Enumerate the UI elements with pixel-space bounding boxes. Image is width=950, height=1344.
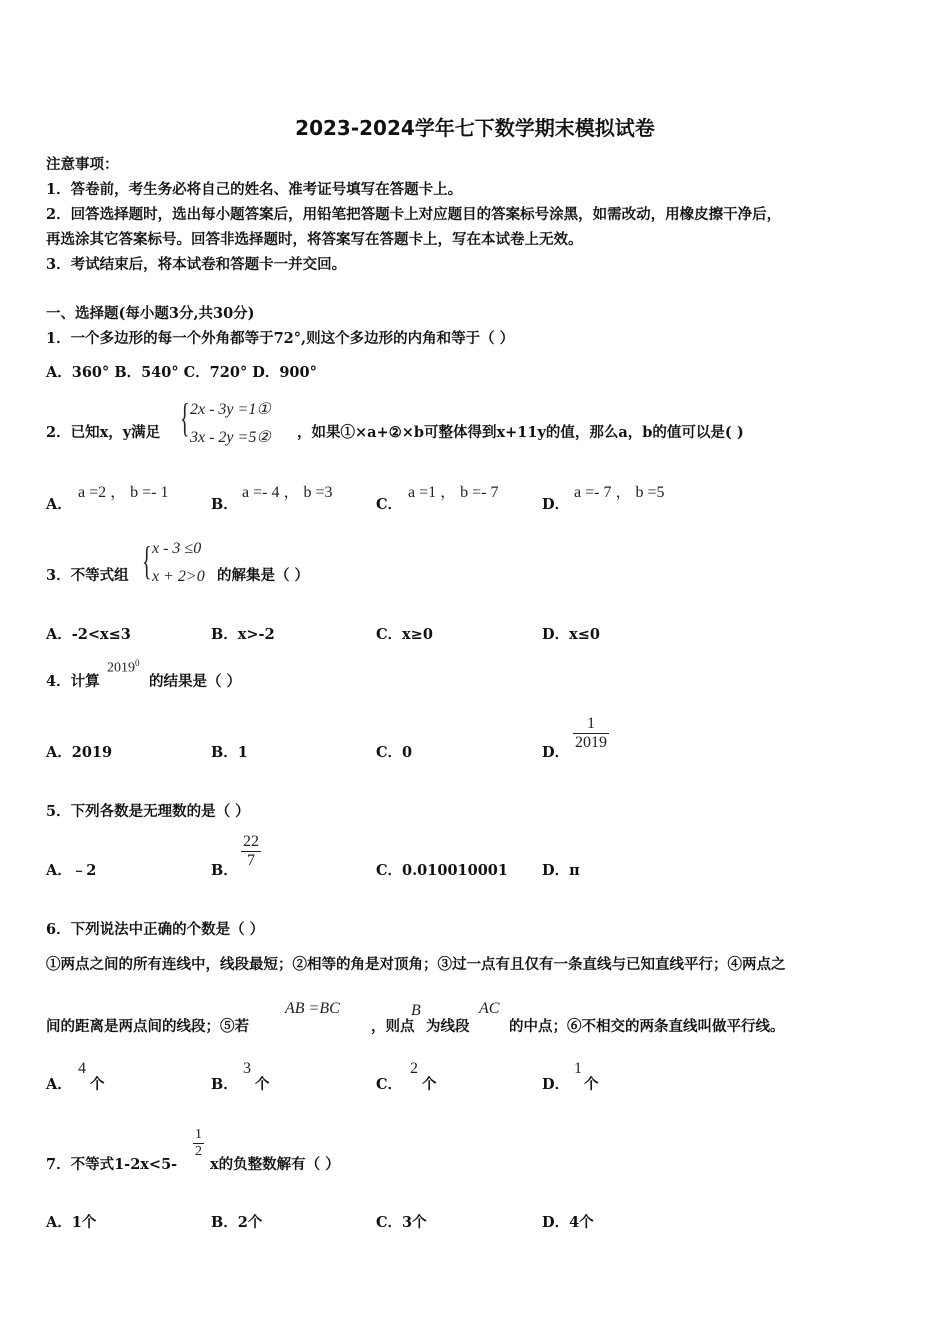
q3-ineq1: x - 3 ≤0 xyxy=(152,540,202,557)
q6-segment: AC xyxy=(479,1000,500,1017)
q5-option-b-fraction: $\frac{22}{7}$ xyxy=(243,833,259,869)
q6-unit-b: 个 xyxy=(255,1076,270,1093)
q3-stem-post: 的解集是（ ） xyxy=(217,567,310,584)
q2-label-a: A． xyxy=(46,496,72,513)
q2-stem-pre: 2．已知x，y满足 xyxy=(46,424,161,441)
q6-unit-d: 个 xyxy=(584,1076,599,1093)
q7-stem-post: x的负整数解有（ ） xyxy=(210,1156,340,1173)
q5-option-d: D．π xyxy=(542,862,580,879)
q6-num-c: 2 xyxy=(410,1060,418,1077)
q6-line2-a: 间的距离是两点间的线段；⑤若 xyxy=(46,1018,249,1035)
q6-line2-d: 的中点；⑥不相交的两条直线叫做平行线。 xyxy=(509,1018,785,1035)
q4-option-d: D． xyxy=(542,744,570,761)
q6-label-d: D． xyxy=(542,1076,570,1093)
q3-ineq2: x + 2>0 xyxy=(152,568,205,585)
q7-option-c: C．3个 xyxy=(376,1214,427,1231)
q5-option-a: A．﹣2 xyxy=(46,862,97,879)
q6-label-c: C． xyxy=(376,1076,403,1093)
q6-unit-c: 个 xyxy=(422,1076,437,1093)
q6-unit-a: 个 xyxy=(90,1076,105,1093)
note-item-1: 1．答卷前，考生务必将自己的姓名、准考证号填写在答题卡上。 xyxy=(46,181,463,198)
q6-line1: ①两点之间的所有连线中，线段最短；②相等的角是对顶角；③过一点有且仅有一条直线与已知直线平行；④两点之 xyxy=(46,956,786,973)
q7-fraction: $\frac{1}{2}$ xyxy=(195,1127,202,1159)
notes-heading: 注意事项： xyxy=(46,156,119,173)
q4-option-d-fraction: $\frac{1}{2019}$ xyxy=(575,715,607,751)
q4-expression: 2019$^0$ xyxy=(107,658,140,676)
q1-options: A．360° B．540° C．720° D．900° xyxy=(46,364,317,381)
q6-line2-c: 为线段 xyxy=(426,1018,470,1035)
q2-label-c: C． xyxy=(376,496,403,513)
q4-stem-pre: 4．计算 xyxy=(46,673,100,690)
q6-line2-b: ，则点 xyxy=(371,1018,415,1035)
q7-option-d: D．4个 xyxy=(542,1214,594,1231)
q6-equation: AB =BC xyxy=(285,1000,340,1017)
q3-stem-pre: 3．不等式组 xyxy=(46,567,129,584)
q7-option-a: A．1个 xyxy=(46,1214,97,1231)
q6-stem: 6．下列说法中正确的个数是（ ） xyxy=(46,921,265,938)
q4-option-b: B．1 xyxy=(211,744,248,761)
page-title: 2023-2024学年七下数学期末模拟试卷 xyxy=(295,116,655,140)
q6-label-b: B． xyxy=(211,1076,238,1093)
q4-option-c: C．0 xyxy=(376,744,413,761)
q6-num-d: 1 xyxy=(574,1060,582,1077)
q2-stem-post: ，如果①×a+②×b可整体得到x+11y的值，那么a，b的值可以是( ) xyxy=(297,424,744,441)
q6-num-b: 3 xyxy=(243,1060,251,1077)
q6-num-a: 4 xyxy=(78,1060,86,1077)
q3-brace: { xyxy=(142,538,152,583)
q4-option-a: A．2019 xyxy=(46,744,113,761)
q2-label-b: B． xyxy=(211,496,238,513)
q3-option-b: B．x>-2 xyxy=(211,626,275,643)
q3-option-c: C．x≥0 xyxy=(376,626,433,643)
q5-stem: 5．下列各数是无理数的是（ ） xyxy=(46,803,250,820)
q5-option-b: B． xyxy=(211,862,238,879)
q3-option-a: A．-2<x≤3 xyxy=(46,626,131,643)
q7-option-b: B．2个 xyxy=(211,1214,263,1231)
q2-label-d: D． xyxy=(542,496,570,513)
q2-eq1: 2x - 3y =1① xyxy=(190,401,271,418)
q2-eq2: 3x - 2y =5② xyxy=(190,429,271,446)
q5-option-c: C．0.010010001 xyxy=(376,862,508,879)
q4-stem-post: 的结果是（ ） xyxy=(149,673,242,690)
q2-option-d: a =- 7 ， b =5 xyxy=(574,484,665,501)
note-item-3: 3．考试结束后，将本试卷和答题卡一并交回。 xyxy=(46,256,347,273)
note-item-2-cont: 再选涂其它答案标号。回答非选择题时，将答案写在答题卡上，写在本试卷上无效。 xyxy=(46,231,583,248)
q2-option-c: a =1 ， b =- 7 xyxy=(408,484,499,501)
q7-stem-pre: 7．不等式1-2x<5- xyxy=(46,1156,178,1173)
q3-option-d: D．x≤0 xyxy=(542,626,600,643)
q2-brace: { xyxy=(180,395,190,440)
q2-option-a: a =2 ， b =- 1 xyxy=(78,484,169,501)
q6-point: B xyxy=(411,1002,421,1019)
q1-stem: 1．一个多边形的每一个外角都等于72°,则这个多边形的内角和等于（ ） xyxy=(46,330,515,347)
section-heading: 一、选择题(每小题3分,共30分) xyxy=(46,305,255,322)
q6-label-a: A． xyxy=(46,1076,72,1093)
q2-option-b: a =- 4 ， b =3 xyxy=(242,484,333,501)
note-item-2: 2．回答选择题时，选出每小题答案后，用铅笔把答题卡上对应题目的答案标号涂黑，如需改动，用橡皮擦干净后， xyxy=(46,206,782,223)
